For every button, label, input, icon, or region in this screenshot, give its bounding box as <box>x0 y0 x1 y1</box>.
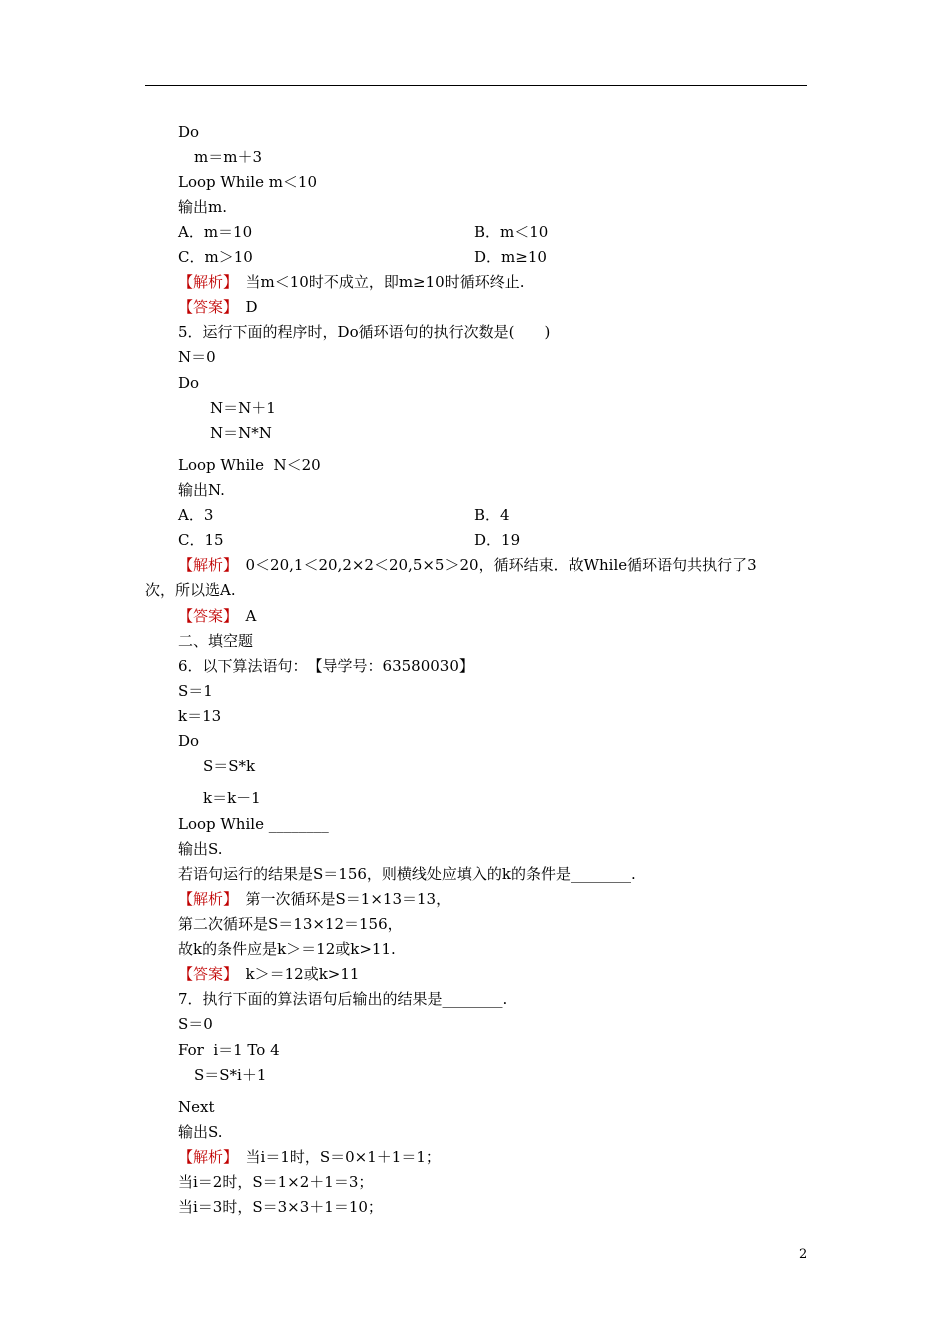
line-text: 当i＝3时，S＝3×3＋1＝10； <box>178 1198 383 1216</box>
line-text: B．m＜10 <box>474 223 549 241</box>
text-line <box>178 122 199 142</box>
line-text: S＝0 <box>178 1015 213 1033</box>
line-text: Loop While N＜20 <box>178 456 321 474</box>
text-line <box>178 864 636 884</box>
line-text: A．3 <box>178 506 214 524</box>
text-line <box>178 1097 215 1117</box>
line-text: Loop While ________ <box>178 815 329 833</box>
line-text: 当i＝1时，S＝0×1＋1＝1； <box>230 1148 441 1166</box>
text-line <box>178 939 396 959</box>
text-line <box>178 964 359 984</box>
line-text: N＝N＋1 <box>210 399 276 417</box>
line-text: D <box>230 298 258 316</box>
text-line <box>178 347 216 367</box>
section-tag: 【解析】 <box>178 556 231 574</box>
text-line <box>178 631 253 651</box>
text-line <box>474 505 510 525</box>
line-text: B．4 <box>474 506 510 524</box>
header-rule <box>145 85 807 86</box>
text-line <box>178 297 258 317</box>
text-line <box>474 530 520 550</box>
line-text: S＝1 <box>178 682 213 700</box>
text-line <box>178 706 221 726</box>
text-line <box>178 322 550 342</box>
line-text: Next <box>178 1098 215 1116</box>
text-line <box>474 247 547 267</box>
section-tag: 【答案】 <box>178 298 231 316</box>
section-tag: 【解析】 <box>178 273 231 291</box>
text-line <box>203 788 261 808</box>
line-text: 第二次循环是S＝13×12＝156， <box>178 915 403 933</box>
line-text: Do <box>178 732 200 750</box>
line-text: C．15 <box>178 531 224 549</box>
section-tag: 【答案】 <box>178 965 231 983</box>
text-line <box>178 197 227 217</box>
page-number: 2 <box>799 1247 808 1262</box>
line-text: 输出m. <box>178 198 227 216</box>
text-line <box>178 555 757 575</box>
text-line <box>178 989 507 1009</box>
line-text: m＝m＋3 <box>194 148 262 166</box>
line-text: 输出N. <box>178 481 225 499</box>
text-line <box>178 272 524 292</box>
text-line <box>203 756 255 776</box>
line-text: 二、填空题 <box>178 632 254 650</box>
line-text: Loop While m＜10 <box>178 173 318 191</box>
line-text: A <box>230 607 257 625</box>
text-line <box>178 455 321 475</box>
line-text: 次，所以选A. <box>145 581 236 599</box>
text-line <box>474 222 548 242</box>
text-line <box>178 606 256 626</box>
text-line <box>178 1147 441 1167</box>
text-line <box>178 505 213 525</box>
text-line <box>178 1014 213 1034</box>
line-text: 5．运行下面的程序时，Do循环语句的执行次数是( ) <box>178 323 551 341</box>
text-line <box>178 889 451 909</box>
line-text: S＝S*i＋1 <box>194 1066 267 1084</box>
text-line <box>178 247 253 267</box>
section-tag: 【答案】 <box>178 607 231 625</box>
text-line <box>145 580 236 600</box>
text-line <box>178 1172 373 1192</box>
section-tag: 【解析】 <box>178 890 231 908</box>
line-text: N＝N*N <box>210 424 272 442</box>
text-line <box>210 398 276 418</box>
text-line <box>178 373 199 393</box>
text-line <box>178 914 403 934</box>
text-line <box>178 681 213 701</box>
line-text: k＞＝12或k>11 <box>230 965 360 983</box>
text-line <box>178 814 329 834</box>
text-line <box>178 1122 223 1142</box>
line-text: 输出S. <box>178 840 223 858</box>
line-text: k＝13 <box>178 707 222 725</box>
text-line <box>178 480 225 500</box>
line-text: 若语句运行的结果是S＝156，则横线处应填入的k的条件是________. <box>178 865 636 883</box>
line-text: D．19 <box>474 531 521 549</box>
line-text: 0＜20,1＜20,2×2＜20,5×5＞20，循环结束．故While循环语句共执行了3 <box>230 556 757 574</box>
line-text: 7．执行下面的算法语句后输出的结果是________. <box>178 990 508 1008</box>
line-text: S＝S*k <box>203 757 256 775</box>
line-text: C．m＞10 <box>178 248 253 266</box>
line-text: 当i＝2时，S＝1×2＋1＝3； <box>178 1173 374 1191</box>
text-line <box>178 731 199 751</box>
text-line <box>178 656 474 676</box>
line-text: 当m＜10时不成立，即m≥10时循环终止. <box>230 273 525 291</box>
line-text: A．m＝10 <box>178 223 253 241</box>
line-text: Do <box>178 123 200 141</box>
line-text: k＝k－1 <box>203 789 261 807</box>
text-line <box>178 1040 280 1060</box>
line-text: N＝0 <box>178 348 216 366</box>
line-text: 第一次循环是S＝1×13＝13， <box>230 890 452 908</box>
section-tag: 【解析】 <box>178 1148 231 1166</box>
text-line <box>178 839 223 859</box>
line-text: D．m≥10 <box>474 248 547 266</box>
line-text: 6．以下算法语句： 【导学号：63580030】 <box>178 657 474 675</box>
text-line <box>178 172 317 192</box>
text-line <box>210 423 272 443</box>
line-text: 故k的条件应是k＞＝12或k>11. <box>178 940 396 958</box>
line-text: For i＝1 To 4 <box>178 1041 280 1059</box>
text-line <box>178 222 252 242</box>
line-text: Do <box>178 374 200 392</box>
text-line <box>194 147 262 167</box>
text-line <box>178 530 224 550</box>
line-text: 输出S. <box>178 1123 223 1141</box>
text-line <box>194 1065 266 1085</box>
text-line <box>178 1197 383 1217</box>
